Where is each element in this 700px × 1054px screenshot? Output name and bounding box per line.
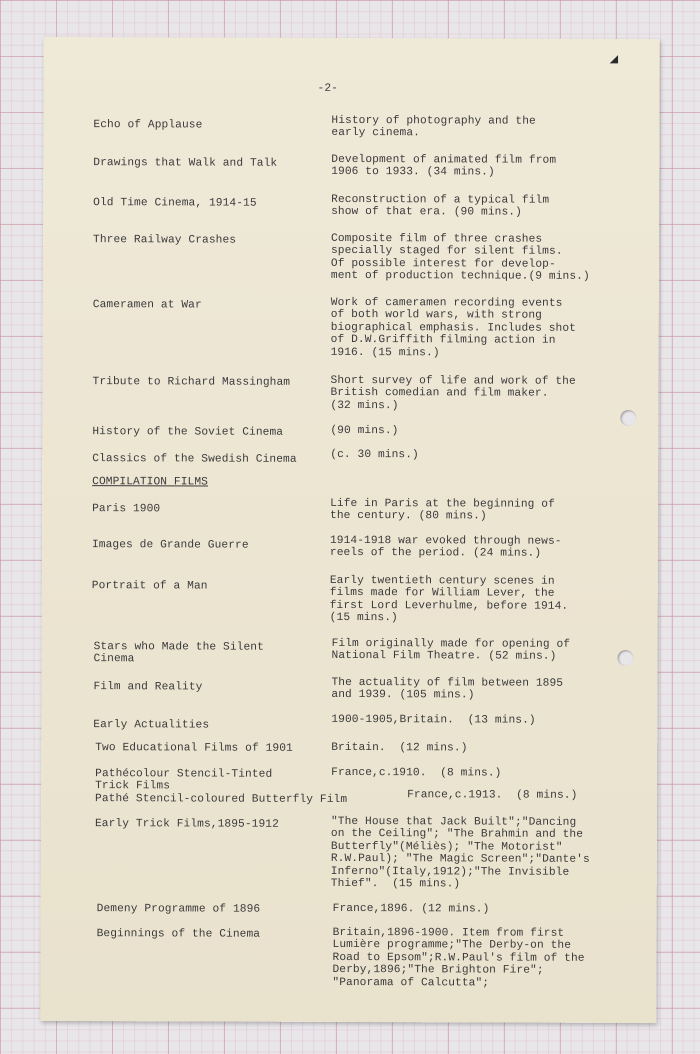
entry-title: Pathé Stencil-coloured Butterfly Film xyxy=(95,793,348,806)
entry-title: Early Actualities xyxy=(93,719,210,732)
punch-hole-lower xyxy=(618,650,634,666)
entry-description: 1914-1918 war evoked through news- reels of the period. (24 mins.) xyxy=(329,534,562,561)
entry-title: Stars who Made the Silent Cinema xyxy=(93,641,264,666)
entry-title: Early Trick Films,1895-1912 xyxy=(94,818,279,831)
entry-title: Portrait of a Man xyxy=(91,580,208,593)
entry-description: Early twentieth century scenes in films made for William Lever, the first Lord Leverhulme, before 1914. (15 mins.) xyxy=(329,574,569,625)
entry-title: Old Time Cinema, 1914-15 xyxy=(93,197,257,210)
entry-title: Cameramen at War xyxy=(92,299,202,312)
entry-description: Britain. (12 mins.) xyxy=(331,741,468,755)
entry-description: Development of animated film from 1906 to 1933. (34 mins.) xyxy=(331,153,557,179)
entry-description: Reconstruction of a typical film show of that era. (90 mins.) xyxy=(331,193,550,220)
entry-title: Echo of Applause xyxy=(93,119,203,132)
entry-title: History of the Soviet Cinema xyxy=(92,426,284,439)
corner-mark-icon: ◢ xyxy=(609,51,619,68)
entry-description: Work of cameramen recording events of both world wars, with strong biographical emphasis. Includes shot of D.W.Griffith filming action in 1916. (15 mins.) xyxy=(330,296,577,359)
entry-title: Classics of the Swedish Cinema xyxy=(92,453,297,466)
entry-description: France,c.1913. (8 mins.) xyxy=(407,789,578,802)
entry-title: Tribute to Richard Massingham xyxy=(92,376,291,389)
page-number: -2- xyxy=(317,82,339,95)
entry-description: Short survey of life and work of the British comedian and film maker. (32 mins.) xyxy=(330,374,576,412)
entry-description: "The House that Jack Built";"Dancing on the Ceiling"; "The Brahmin and the Butterfly"(Méliès); "The Motorist" R.W.Paul); "The Magic Screen";"Dante's Inferno"(Italy,1912);"The Invisible Thief". (15 mins.) xyxy=(330,815,590,891)
entry-description: Britain,1896-1900. Item from first Lumière programme;"The Derby-on the Road to Epsom";R.W.Paul's film of the Derby,1896;"The Brighton Fire"; "Panorama of Calcutta"; xyxy=(332,926,585,990)
entry-title: Pathécolour Stencil-Tinted Trick Films xyxy=(95,768,273,793)
entry-title: Drawings that Walk and Talk xyxy=(93,157,278,170)
document-page xyxy=(40,37,659,1023)
entry-description: (c. 30 mins.) xyxy=(330,448,419,462)
entry-title: Three Railway Crashes xyxy=(92,234,237,247)
entry-description: Life in Paris at the beginning of the century. (80 mins.) xyxy=(330,497,555,523)
entry-description: History of photography and the early cinema. xyxy=(331,114,536,140)
entry-description: The actuality of film between 1895 and 1939. (105 mins.) xyxy=(331,676,564,702)
punch-hole-upper xyxy=(620,410,636,426)
entry-title: Two Educational Films of 1901 xyxy=(95,742,293,755)
entry-description: Film originally made for opening of National Film Theatre. (52 mins.) xyxy=(331,637,571,664)
entry-title: Beginnings of the Cinema xyxy=(96,928,261,941)
entry-description: (90 mins.) xyxy=(330,424,399,438)
entry-description: 1900-1905,Britain. (13 mins.) xyxy=(331,713,536,727)
entry-description: France,1896. (12 mins.) xyxy=(332,902,490,916)
entry-description: France,c.1910. (8 mins.) xyxy=(331,766,502,780)
entry-description: Composite film of three crashes specially staged for silent films. Of possible interest for develop- ment of production technique.(9 mins.) xyxy=(330,232,590,284)
entry-title: Images de Grande Guerre xyxy=(91,539,249,552)
entry-title: Demeny Programme of 1896 xyxy=(96,903,261,916)
section-heading: COMPILATION FILMS xyxy=(92,476,209,489)
entry-title: Film and Reality xyxy=(93,681,203,694)
entry-title: Paris 1900 xyxy=(92,503,161,516)
